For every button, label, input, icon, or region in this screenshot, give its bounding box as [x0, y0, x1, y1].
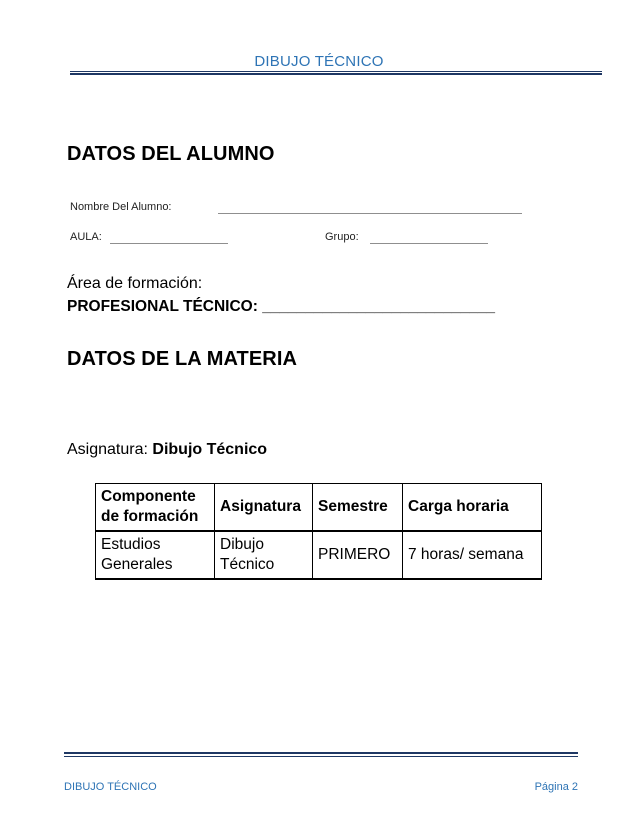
aula-field-line[interactable]	[110, 243, 228, 244]
table-header-cell: Carga horaria	[403, 484, 542, 532]
page-number: Página 2	[534, 781, 578, 793]
grupo-field-line[interactable]	[370, 243, 488, 244]
header-title: DIBUJO TÉCNICO	[254, 53, 384, 70]
table-header-cell: Componente de formación	[96, 484, 215, 532]
footer-rule	[64, 752, 578, 754]
materia-table	[95, 483, 542, 580]
alumno-heading: DATOS DEL ALUMNO	[67, 143, 275, 165]
profesional-tecnico-label: PROFESIONAL TÉCNICO: ___________________________	[67, 298, 495, 315]
table-cell: Estudios Generales	[96, 531, 215, 579]
asignatura-label: Asignatura:	[67, 441, 153, 458]
table-cell: Dibujo Técnico	[215, 531, 313, 579]
table-header-row	[96, 484, 542, 532]
nombre-field-line[interactable]	[218, 213, 522, 214]
header-rule	[70, 71, 602, 72]
table-row	[96, 531, 542, 579]
asignatura-line	[67, 441, 267, 459]
area-formacion-label: Área de formación:	[67, 275, 203, 292]
footer-rule-thin	[64, 756, 578, 757]
asignatura-value: Dibujo Técnico	[152, 441, 268, 458]
table-cell: PRIMERO	[313, 531, 403, 579]
footer-title: DIBUJO TÉCNICO	[64, 781, 157, 793]
table-header-cell: Semestre	[313, 484, 403, 532]
aula-label: AULA:	[70, 231, 102, 243]
materia-heading: DATOS DE LA MATERIA	[67, 348, 298, 370]
table-cell: 7 horas/ semana	[403, 531, 542, 579]
nombre-label: Nombre Del Alumno:	[70, 201, 172, 213]
grupo-label: Grupo:	[325, 231, 359, 243]
table-header-cell: Asignatura	[215, 484, 313, 532]
header-rule-thick	[70, 73, 602, 75]
